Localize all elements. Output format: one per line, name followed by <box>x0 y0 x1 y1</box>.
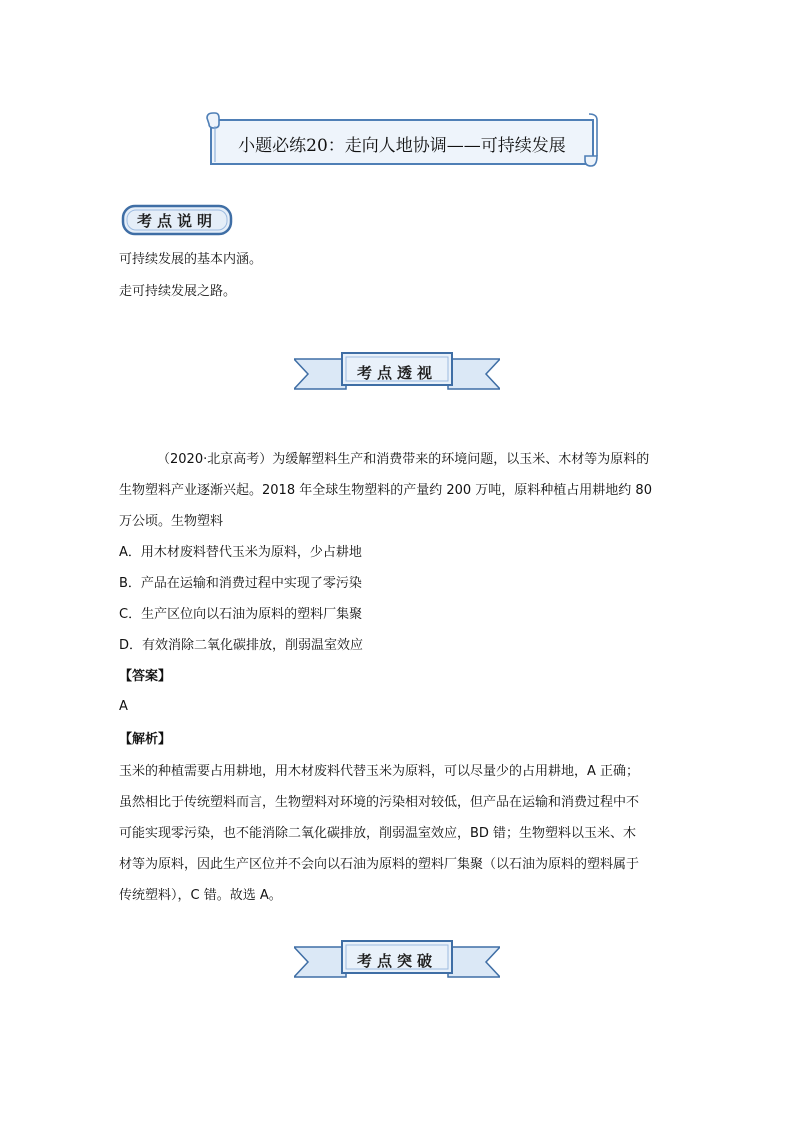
question-stem-line-1: （2020·北京高考）为缓解塑料生产和消费带来的环境问题，以玉米、木材等为原料的 <box>157 452 650 467</box>
answer-value: A <box>119 699 128 714</box>
answer-label: 【答案】 <box>119 669 172 684</box>
analysis-label: 【解析】 <box>119 732 172 747</box>
section-ribbon-insight <box>294 351 500 393</box>
analysis-line-2: 虽然相比于传统塑料而言，生物塑料对环境的污染相对较低，但产品在运输和消费过程中不 <box>119 795 640 810</box>
option-c: C．生产区位向以石油为原料的塑料厂集聚 <box>119 607 363 622</box>
section-ribbon-breakthrough <box>294 939 500 981</box>
explain-point-2: 走可持续发展之路。 <box>119 284 237 299</box>
section-label-insight: 考点透视 <box>356 364 437 382</box>
explain-point-1: 可持续发展的基本内涵。 <box>119 252 263 267</box>
analysis-line-3: 可能实现零污染，也不能消除二氧化碳排放，削弱温室效应，BD 错；生物塑料以玉米、木 <box>119 826 637 841</box>
section-label-breakthrough: 考点突破 <box>356 952 437 970</box>
option-d: D．有效消除二氧化碳排放，削弱温室效应 <box>119 638 364 653</box>
analysis-line-1: 玉米的种植需要占用耕地，用木材废料代替玉米为原料，可以尽量少的占用耕地，A 正确； <box>119 764 640 779</box>
analysis-line-4: 材等为原料，因此生产区位并不会向以石油为原料的塑料厂集聚（以石油为原料的塑料属于 <box>119 857 640 872</box>
analysis-line-5: 传统塑料），C 错。故选 A。 <box>119 888 282 903</box>
title-scroll-banner <box>205 112 599 168</box>
section-badge-explain <box>121 204 233 236</box>
question-stem-line-2: 生物塑料产业逐渐兴起。2018 年全球生物塑料的产量约 200 万吨，原料种植占用耕地约 80 <box>119 483 652 498</box>
section-label-explain: 考点说明 <box>136 212 217 230</box>
option-a: A．用木材废料替代玉米为原料，少占耕地 <box>119 545 362 560</box>
page-title: 小题必练20：走向人地协调——可持续发展 <box>238 136 566 156</box>
question-stem-line-3: 万公顷。生物塑料 <box>119 514 224 529</box>
option-b: B．产品在运输和消费过程中实现了零污染 <box>119 576 362 591</box>
